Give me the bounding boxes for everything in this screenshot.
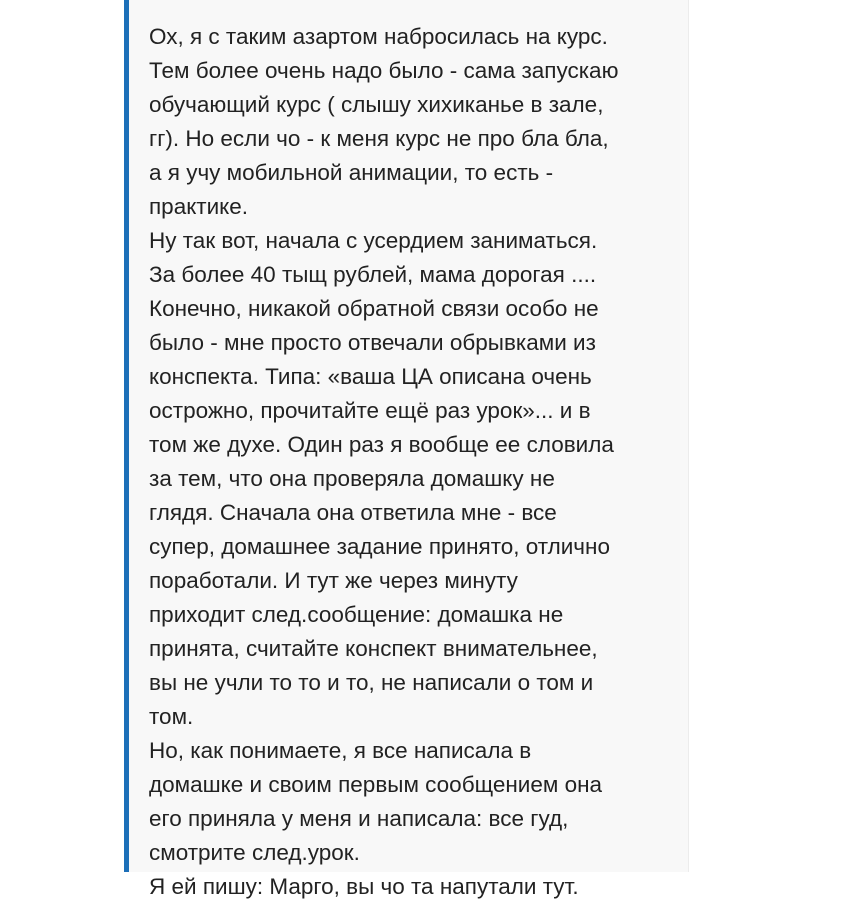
quote-line: поработали. И тут же через минуту bbox=[149, 568, 518, 593]
quote-line: приходит след.сообщение: домашка не bbox=[149, 602, 564, 627]
quote-line: за тем, что она проверяла домашку не bbox=[149, 466, 555, 491]
quote-text bbox=[149, 20, 679, 904]
quote-line: Ну так вот, начала с усердием заниматься. bbox=[149, 228, 598, 253]
quote-line: Тем более очень надо было - сама запускаю bbox=[149, 58, 619, 83]
quote-line: гг). Но если чо - к меня курс не про бла бла, bbox=[149, 126, 609, 151]
quote-line: конспекта. Типа: «ваша ЦА описана очень bbox=[149, 364, 592, 389]
quote-line: супер, домашнее задание принято, отлично bbox=[149, 534, 610, 559]
quote-line: домашке и своим первым сообщением она bbox=[149, 772, 603, 797]
quote-line: а я учу мобильной анимации, то есть - bbox=[149, 160, 554, 185]
quote-line: острожно, прочитайте ещё раз урок»... и в bbox=[149, 398, 591, 423]
quote-line: За более 40 тыщ рублей, мама дорогая .... bbox=[149, 262, 597, 287]
quote-line: Ох, я с таким азартом набросилась на курс. bbox=[149, 24, 608, 49]
quote-line: обучающий курс ( слышу хихиканье в зале, bbox=[149, 92, 604, 117]
quote-line: было - мне просто отвечали обрывками из bbox=[149, 330, 596, 355]
quote-accent-bar bbox=[124, 0, 129, 872]
quote-block bbox=[124, 0, 689, 899]
quote-line: Я ей пишу: Марго, вы чо та напутали тут. bbox=[149, 874, 579, 899]
quote-line: Конечно, никакой обратной связи особо не bbox=[149, 296, 599, 321]
quote-line: глядя. Сначала она ответила мне - все bbox=[149, 500, 557, 525]
quote-line: практике. bbox=[149, 194, 249, 219]
quote-line: том. bbox=[149, 704, 194, 729]
quote-line: том же духе. Один раз я вообще ее словила bbox=[149, 432, 614, 457]
quote-line: Но, как понимаете, я все написала в bbox=[149, 738, 532, 763]
quote-line: принята, считайте конспект внимательнее, bbox=[149, 636, 598, 661]
quote-line: вы не учли то то и то, не написали о том и bbox=[149, 670, 594, 695]
quote-line: его приняла у меня и написала: все гуд, bbox=[149, 806, 569, 831]
quote-line: смотрите след.урок. bbox=[149, 840, 360, 865]
